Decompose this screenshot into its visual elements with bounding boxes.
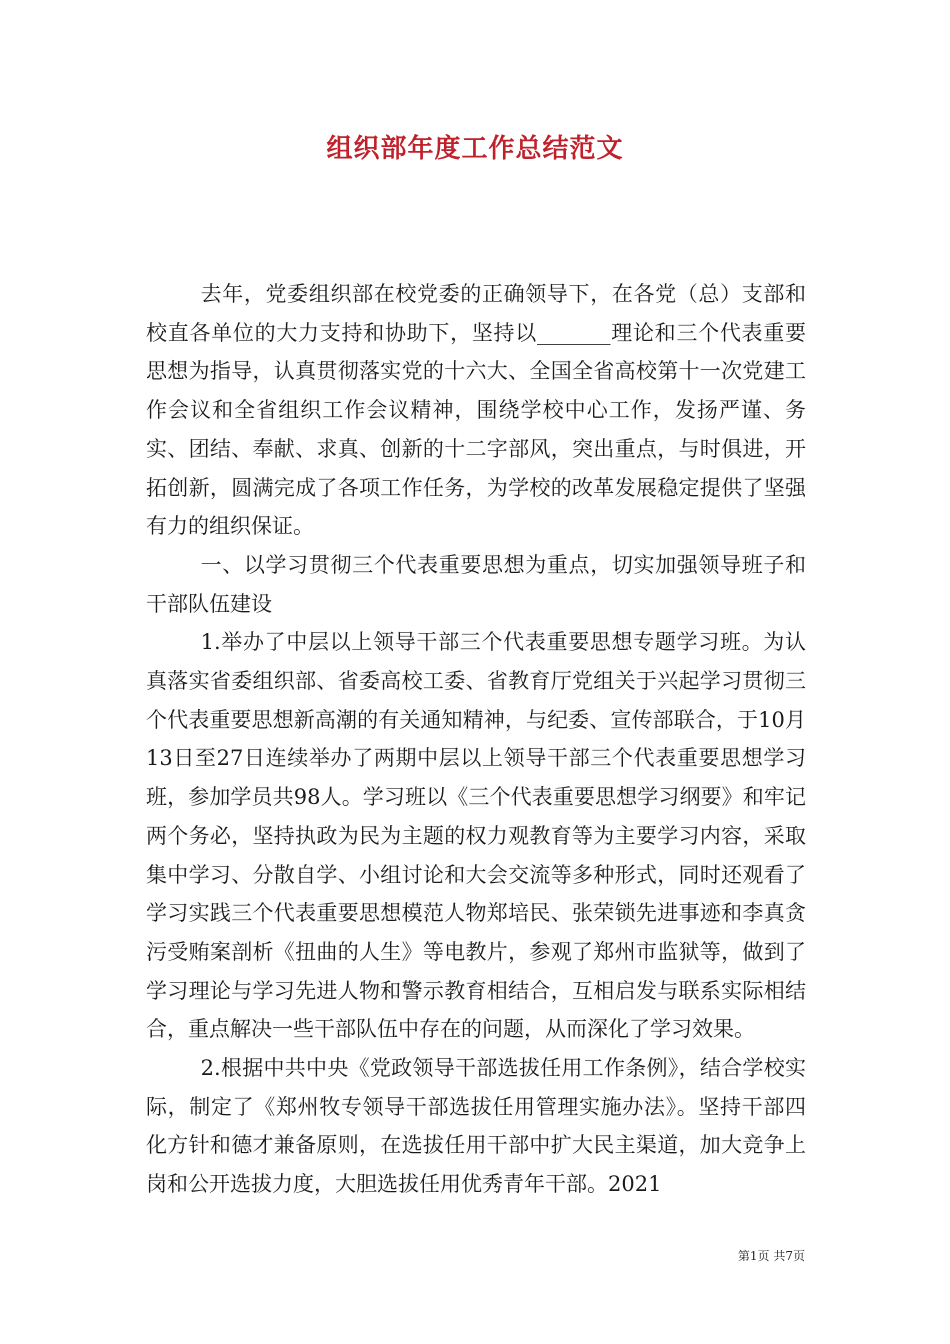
document-title: 组织部年度工作总结范文	[326, 134, 624, 164]
page-number-footer: 第1页 共7页	[737, 1249, 805, 1263]
paragraph-item-2: 2.根据中共中央《党政领导干部选拔任用工作条例》，结合学校实际，制定了《郑州牧专领导干部选拔任用管理实施办法》。坚持干部四化方针和德才兼备原则，在选拔任用干部中扩大民主渠道，加大竞争上岗和公开选拔力度，大胆选拔任用优秀青年干部。2021	[146, 1056, 806, 1197]
paragraph-intro: 去年，党委组织部在校党委的正确领导下，在各党（总）支部和校直各单位的大力支持和协助下，坚持以_______理论和三个代表重要思想为指导，认真贯彻落实党的十六大、全国全省高校第十一次党建工作会议和全省组织工作会议精神，围绕学校中心工作，发扬严谨、务实、团结、奉献、求真、创新的十二字部风，突出重点，与时俱进，开拓创新，圆满完成了各项工作任务，为学校的改革发展稳定提供了坚强有力的组织保证。	[146, 282, 806, 539]
document-body	[146, 275, 806, 1204]
paragraph-item-1: 1.举办了中层以上领导干部三个代表重要思想专题学习班。为认真落实省委组织部、省委高校工委、省教育厅党组关于兴起学习贯彻三个代表重要思想新高潮的有关通知精神，与纪委、宣传部联合，于10月13日至27日连续举办了两期中层以上领导干部三个代表重要思想学习班，参加学员共98人。学习班以《三个代表重要思想学习纲要》和牢记两个务必，坚持执政为民为主题的权力观教育等为主要学习内容，采取集中学习、分散自学、小组讨论和大会交流等多种形式，同时还观看了学习实践三个代表重要思想模范人物郑培民、张荣锁先进事迹和李真贪污受贿案剖析《扭曲的人生》等电教片，参观了郑州市监狱等，做到了学习理论与学习先进人物和警示教育相结合，互相启发与联系实际相结合，重点解决一些干部队伍中存在的问题，从而深化了学习效果。	[146, 630, 806, 1042]
paragraph-section-heading: 一、以学习贯彻三个代表重要思想为重点，切实加强领导班子和干部队伍建设	[146, 552, 806, 616]
